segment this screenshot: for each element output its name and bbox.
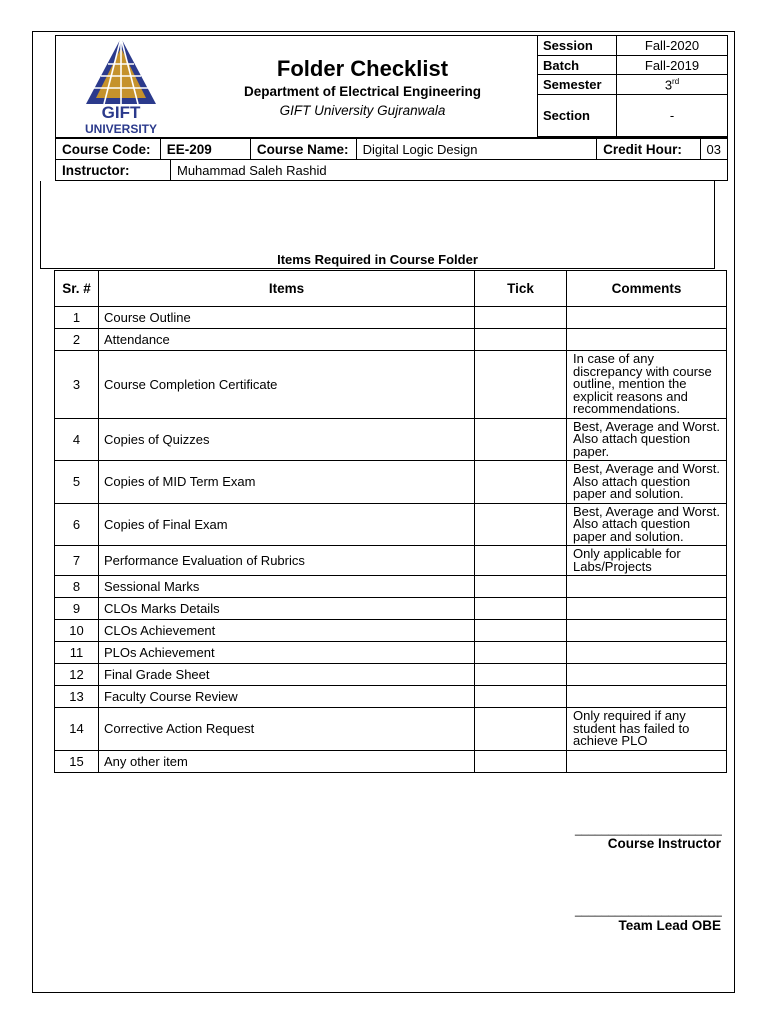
row-item-name: Performance Evaluation of Rubrics [99,546,475,576]
course-code-label: Course Code: [56,139,161,160]
row-tick-box[interactable] [475,664,567,686]
team-lead-signature-line: ______________________ [575,903,722,917]
row-sr-number: 13 [55,686,99,708]
meta-table [537,35,728,137]
credit-hour-value: 03 [700,139,727,160]
row-sr-number: 4 [55,418,99,461]
row-comment: In case of any discrepancy with course outline, mention the explicit reasons and recommendations. [567,351,727,419]
row-tick-box[interactable] [475,461,567,504]
table-row [55,307,727,329]
university-logo [56,36,186,136]
row-tick-box[interactable] [475,351,567,419]
table-row [55,418,727,461]
row-sr-number: 2 [55,329,99,351]
table-row [55,620,727,642]
row-item-name: Course Outline [99,307,475,329]
row-sr-number: 14 [55,708,99,751]
team-lead-label: Team Lead OBE [618,918,721,933]
row-comment [567,750,727,772]
row-item-name: Copies of MID Term Exam [99,461,475,504]
row-sr-number: 11 [55,642,99,664]
row-comment [567,307,727,329]
col-header-sr: Sr. # [55,271,99,307]
row-comment: Only applicable for Labs/Projects [567,546,727,576]
row-comment [567,576,727,598]
row-tick-box[interactable] [475,750,567,772]
table-row [55,351,727,419]
row-comment [567,686,727,708]
course-instructor-label: Course Instructor [607,836,721,851]
row-item-name: Faculty Course Review [99,686,475,708]
instructor-table [55,159,728,181]
section-label: Section [538,95,617,137]
row-item-name: Course Completion Certificate [99,351,475,419]
table-row [55,708,727,751]
course-code-value: EE-209 [160,139,250,160]
row-comment [567,642,727,664]
course-name-value: Digital Logic Design [356,139,597,160]
row-tick-box[interactable] [475,642,567,664]
row-tick-box[interactable] [475,598,567,620]
logo-text-top: GIFT [101,103,141,122]
items-table [54,270,727,773]
table-row [55,598,727,620]
row-comment: Best, Average and Worst. Also attach question paper and solution. [567,503,727,546]
row-tick-box[interactable] [475,329,567,351]
row-comment [567,620,727,642]
course-info-table [55,138,728,160]
logo-pyramid-icon [86,38,156,104]
row-sr-number: 6 [55,503,99,546]
row-item-name: Copies of Final Exam [99,503,475,546]
row-item-name: PLOs Achievement [99,642,475,664]
row-tick-box[interactable] [475,686,567,708]
row-sr-number: 5 [55,461,99,504]
batch-label: Batch [538,56,617,75]
row-item-name: Copies of Quizzes [99,418,475,461]
row-item-name: Final Grade Sheet [99,664,475,686]
row-tick-box[interactable] [475,620,567,642]
row-comment [567,664,727,686]
row-comment: Best, Average and Worst. Also attach question paper. [567,418,727,461]
instructor-label: Instructor: [56,160,171,181]
table-row [55,461,727,504]
table-row [55,503,727,546]
row-sr-number: 9 [55,598,99,620]
course-name-label: Course Name: [250,139,356,160]
row-sr-number: 1 [55,307,99,329]
table-row [55,329,727,351]
row-tick-box[interactable] [475,576,567,598]
table-row [55,576,727,598]
table-row [55,750,727,772]
instructor-value: Muhammad Saleh Rashid [171,160,728,181]
row-tick-box[interactable] [475,307,567,329]
row-comment [567,329,727,351]
row-sr-number: 12 [55,664,99,686]
credit-hour-label: Credit Hour: [597,139,700,160]
row-tick-box[interactable] [475,546,567,576]
section-value: - [617,95,728,137]
row-comment [567,598,727,620]
items-heading: Items Required in Course Folder [277,252,478,267]
row-sr-number: 8 [55,576,99,598]
row-item-name: Any other item [99,750,475,772]
row-item-name: Corrective Action Request [99,708,475,751]
semester-value: 3rd [617,75,728,95]
table-row [55,546,727,576]
logo-text-bottom: UNIVERSITY [84,122,158,136]
row-comment: Only required if any student has failed to achieve PLO [567,708,727,751]
table-row [55,642,727,664]
row-item-name: CLOs Achievement [99,620,475,642]
row-tick-box[interactable] [475,503,567,546]
page-title: Folder Checklist [276,56,449,81]
row-tick-box[interactable] [475,418,567,461]
row-item-name: Attendance [99,329,475,351]
instructor-signature-line: ______________________ [575,822,722,836]
department-name: Department of Electrical Engineering [243,84,482,99]
row-sr-number: 15 [55,750,99,772]
row-tick-box[interactable] [475,708,567,751]
row-sr-number: 3 [55,351,99,419]
row-item-name: CLOs Marks Details [99,598,475,620]
row-item-name: Sessional Marks [99,576,475,598]
semester-label: Semester [538,75,617,95]
col-header-items: Items [99,271,475,307]
batch-value: Fall-2019 [617,56,728,75]
col-header-comments: Comments [567,271,727,307]
session-value: Fall-2020 [617,36,728,56]
table-row [55,686,727,708]
table-row [55,664,727,686]
session-label: Session [538,36,617,56]
row-comment: Best, Average and Worst. Also attach question paper and solution. [567,461,727,504]
row-sr-number: 7 [55,546,99,576]
university-name: GIFT University Gujranwala [279,103,446,118]
row-sr-number: 10 [55,620,99,642]
col-header-tick: Tick [475,271,567,307]
semester-suffix: rd [672,76,680,86]
